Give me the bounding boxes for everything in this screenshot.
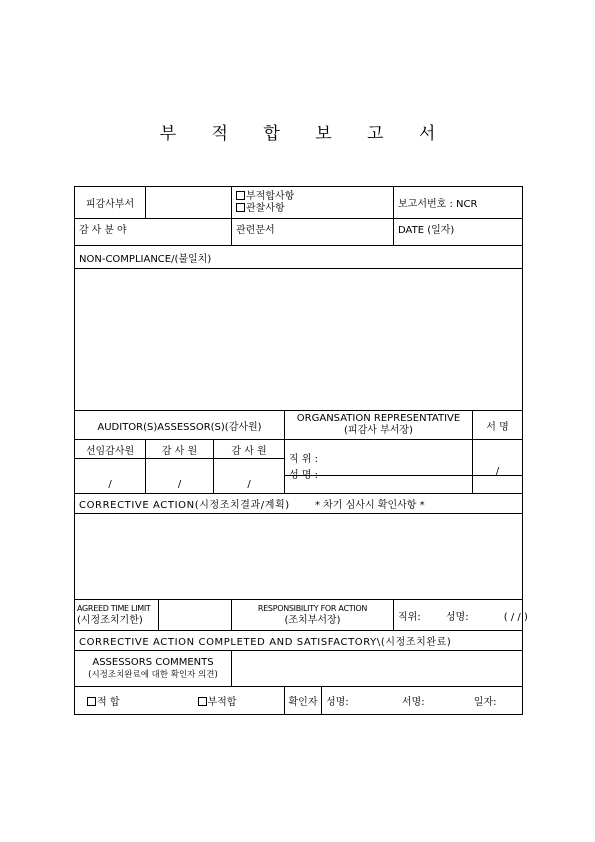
next-audit-note: * 차기 심사시 확인사항 *: [314, 500, 425, 511]
auditor-2-date: /: [214, 476, 285, 494]
audited-dept-field[interactable]: [146, 187, 232, 219]
report-type-options: [232, 187, 394, 219]
resp-position-label: 직위:: [398, 611, 421, 623]
confirmer-date-label: 일자:: [473, 697, 497, 708]
report-number-label: 보고서번호 : NCR: [394, 187, 523, 219]
related-doc-label: 관련문서: [232, 219, 394, 246]
corrective-action-label: CORRECTIVE ACTION(시정조치결과/계획) * 차기 심사시 확인사항 *: [75, 494, 523, 514]
assessors-comments-label: ASSESSORS COMMENTS (시정조치완료에 대한 확인자 의견): [75, 651, 232, 687]
audited-dept-label: 피감사부서: [75, 187, 146, 219]
org-rep-label: ORGANSATION REPRESENTATIVE (피감사 부서장): [285, 411, 473, 440]
option-conforming[interactable]: 적 합: [75, 687, 159, 715]
auditor-2-label: 감 사 원: [214, 440, 285, 459]
noncompliance-label: NON-COMPLIANCE/(불일치): [75, 246, 523, 269]
corrective-action-text-area[interactable]: [75, 514, 523, 600]
page-title: 부 적 합 보 고 서: [159, 124, 451, 144]
auditor-label: AUDITOR(S)ASSESSOR(S)(감사원): [75, 411, 285, 440]
lead-auditor-label: 선임감사원: [75, 440, 146, 459]
confirmer-name-label: 성명:: [326, 697, 349, 708]
org-rep-name-field[interactable]: 성 명 :: [285, 466, 473, 484]
checkbox-icon: [87, 697, 96, 706]
checkbox-icon: [198, 697, 207, 706]
resp-name-label: 성명:: [445, 611, 469, 623]
option-observation[interactable]: 관찰사항: [236, 203, 389, 215]
resp-date-blank: ( / / ): [503, 611, 528, 623]
corrective-completed-label: CORRECTIVE ACTION COMPLETED AND SATISFACTORY\(시정조치완료): [75, 631, 523, 651]
option-nonconforming[interactable]: 부적합: [159, 687, 285, 715]
time-limit-field[interactable]: [159, 600, 232, 631]
option-nonconformity[interactable]: 부적합사항: [236, 191, 389, 203]
confirmer-label: 확인자: [285, 687, 322, 715]
checkbox-icon: [236, 191, 245, 200]
confirmer-sign-label: 서명:: [401, 697, 425, 708]
responsibility-label: RESPONSIBILITY FOR ACTION (조치부서장): [232, 600, 394, 631]
nonconformity-report-form: [74, 186, 528, 715]
auditor-1-date: /: [146, 476, 214, 494]
auditor-1-label: 감 사 원: [146, 440, 214, 459]
checkbox-icon: [236, 203, 245, 212]
assessors-comments-field[interactable]: [232, 651, 523, 687]
org-rep-position-field[interactable]: 직 위 :: [285, 440, 473, 476]
lead-auditor-date: /: [75, 476, 146, 494]
audit-field-label: 감사분야: [75, 219, 232, 246]
lead-auditor-sign-field[interactable]: [75, 459, 146, 476]
noncompliance-text-area[interactable]: [75, 269, 523, 411]
responsibility-field[interactable]: [394, 600, 528, 631]
time-limit-label: AGREED TIME LIMIT (시정조치기한): [75, 600, 159, 631]
date-label: DATE (일자): [394, 219, 523, 246]
org-rep-date: /: [473, 466, 523, 484]
auditor-1-sign-field[interactable]: [146, 459, 214, 476]
org-rep-sign-label: 서 명: [473, 411, 523, 440]
confirmer-fields[interactable]: [322, 687, 523, 715]
auditor-2-sign-field[interactable]: [214, 459, 285, 476]
